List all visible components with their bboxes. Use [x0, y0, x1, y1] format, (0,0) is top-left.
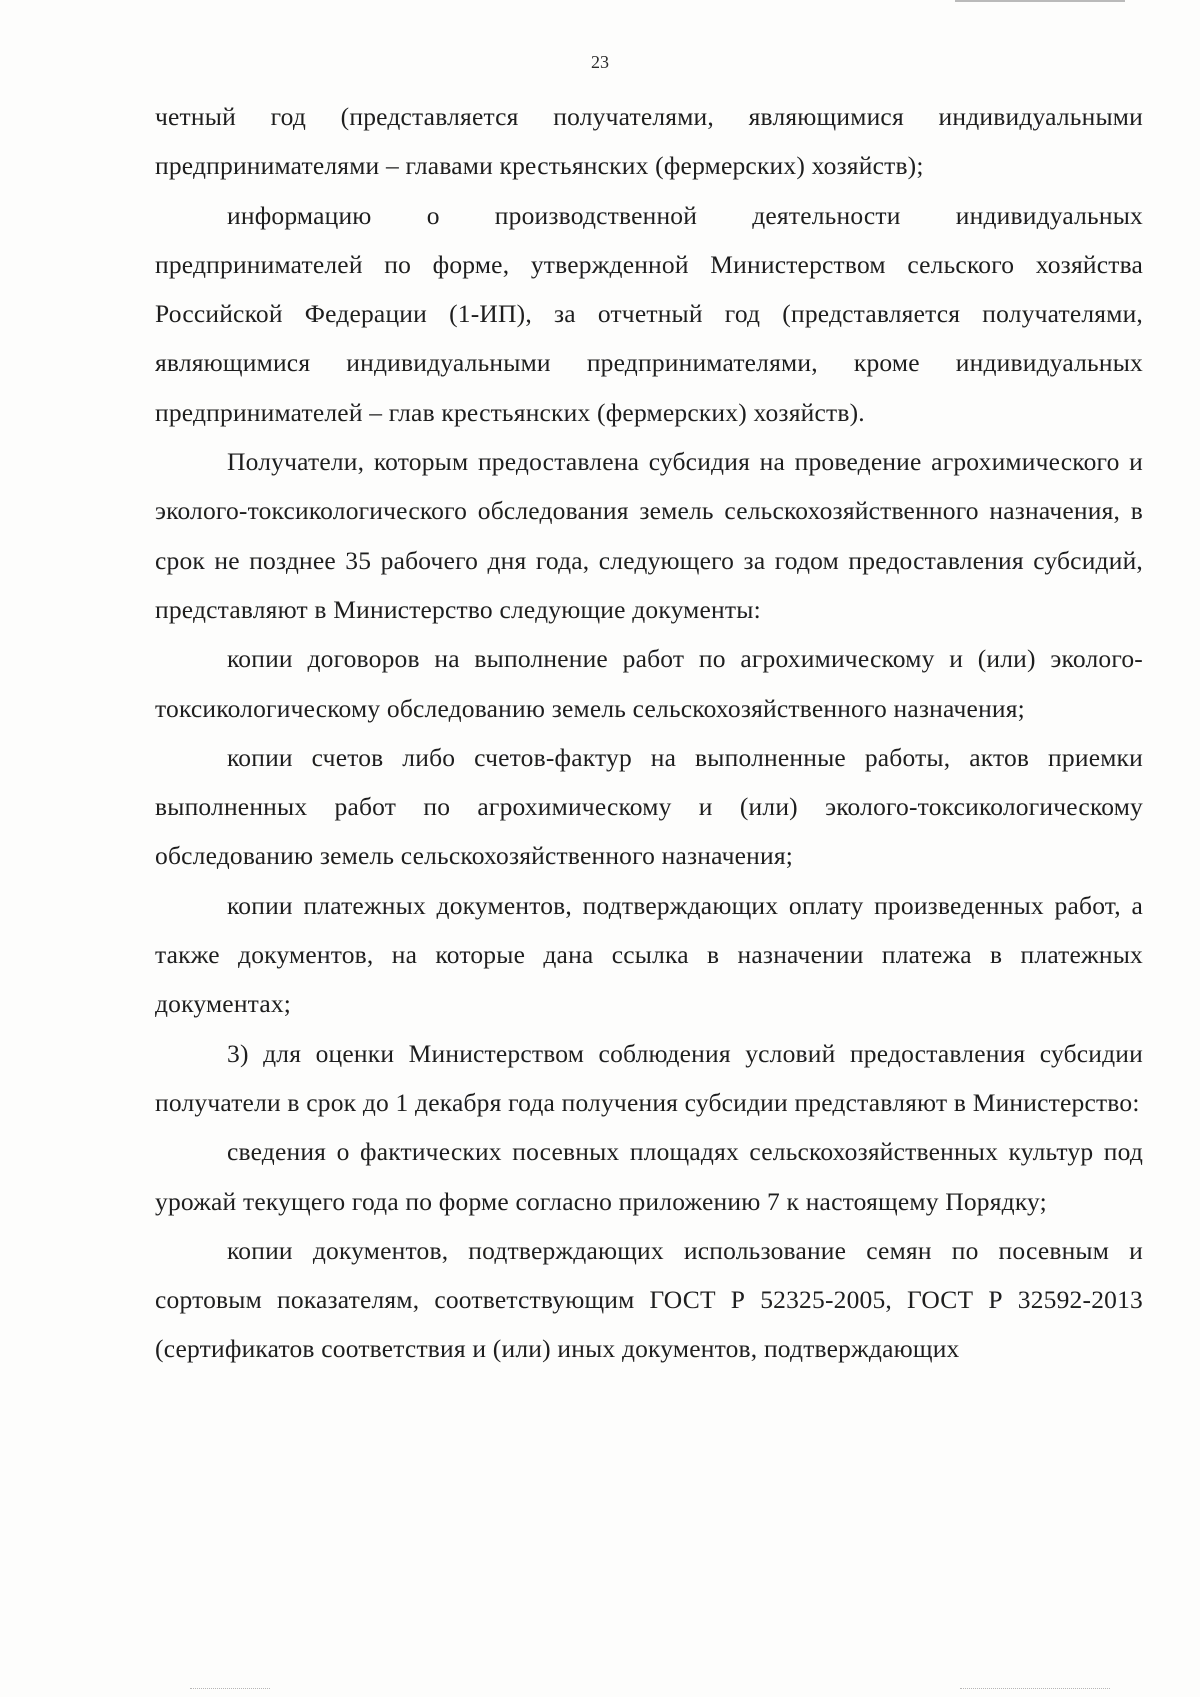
scan-artifact-bottom-right	[960, 1688, 1110, 1692]
paragraph-ip-info: информацию о производственной деятельности индивидуальных предпринимателей по форме, утвержденной Министерством сельского хозяйства Российской Федерации (1-ИП), за отчетный год (представляется получателями, являющимися индивидуальными предпринимателями, кроме индивидуальных предпринимателей – глав крестьянских (фермерских) хозяйств).	[155, 200, 1143, 427]
paragraph-item-3: 3) для оценки Министерством соблюдения условий предоставления субсидии получатели в срок до 1 декабря года получения субсидии представляют в Министерство:	[155, 1038, 1143, 1117]
paragraph-agrochemical-recipients: Получатели, которым предоставлена субсидия на проведение агрохимического и эколого-токсикологического обследования земель сельскохозяйственного назначения, в срок не позднее 35 рабочего дня года, следующего за годом предоставления субсидий, представляют в Министерство следующие документы:	[155, 447, 1143, 624]
paragraph-sown-areas: сведения о фактических посевных площадях сельскохозяйственных культур под урожай текущего года по форме согласно приложению 7 к настоящему Порядку;	[155, 1137, 1143, 1216]
paragraph-payment-documents: копии платежных документов, подтверждающих оплату произведенных работ, а также документов, на которые дана ссылка в назначении платежа в платежных документах;	[155, 890, 1143, 1019]
paragraph-contract-copies: копии договоров на выполнение работ по агрохимическому и (или) эколого-токсикологическому обследованию земель сельскохозяйственного назначения;	[155, 644, 1143, 723]
document-body	[155, 92, 1143, 1374]
paragraph-invoice-copies: копии счетов либо счетов-фактур на выполненные работы, актов приемки выполненных работ по агрохимическому и (или) эколого-токсикологическому обследованию земель сельскохозяйственного назначения;	[155, 742, 1143, 871]
paragraph-continuation: четный год (представляется получателями, являющимися индивидуальными предпринимателями – главами крестьянских (фермерских) хозяйств);	[155, 102, 1143, 181]
page-number: 23	[591, 52, 609, 72]
scan-artifact-bottom-left	[190, 1688, 270, 1692]
paragraph-seed-documents: копии документов, подтверждающих использование семян по посевным и сортовым показателям, соответствующим ГОСТ Р 52325-2005, ГОСТ Р 32592-2013 (сертификатов соответствия и (или) иных документов, подтверждающих	[155, 1235, 1143, 1364]
scan-artifact-top	[955, 0, 1125, 8]
